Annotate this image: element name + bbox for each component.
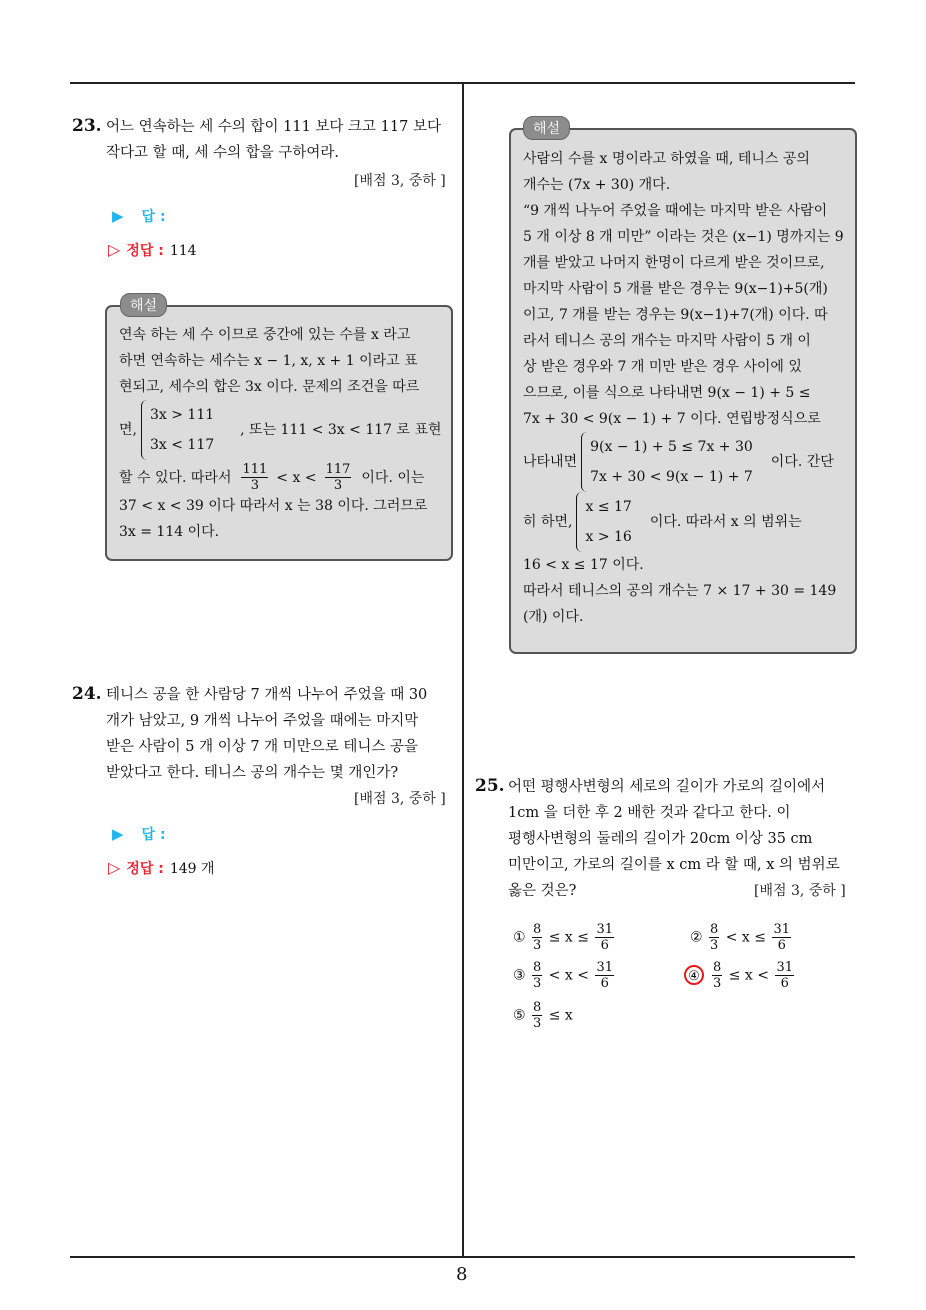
solution-24-tag: 해설 xyxy=(523,116,570,140)
question-23-correct: ▷ 정답 : 114 xyxy=(108,240,197,259)
bottom-rule xyxy=(70,1256,855,1258)
solution-24-box: 사람의 수를 x 명이라고 하였을 때, 테니스 공의 개수는 (7x + 30) 개다. “9 개씩 나누어 주었을 때에는 마지막 받은 사람이 5 개 이상 8 개 미만” 이라는 것은 (x−1) 명까지는 9 개를 받았고 나머지 한명이 다르게 받은 것이므로, 마지막 사람이 5 개를 받은 경우는 9(x−1)+5(개) 이고, 7 개를 받는 경우는 9(x−1)+7(개) 이다. 따 라서 테니스 공의 개수는 마지막 사람이 5 개 이 상 받은 경우와 7 개 미만 받은 경우 사이에 있 으므로, 이를 식으로 나타내면 9(x − 1) + 5 ≤ 7x + 30 < 9(x − 1) + 7 이다. 연립방정식으로 나타내면 9(x − 1) + 5 ≤ 7x + 30 7x + 30 < 9(x − 1) + 7 이다. 간단 히 하면, x ≤ 17 x > 16 이다. 따라서 x 의 범위는 16 < x ≤ 17 이다. 따라서 테니스의 공의 개수는 7 × 17 + 30 = 149 (개) 이다. xyxy=(509,128,857,654)
play-icon: ▶ xyxy=(112,825,124,843)
choice-3[interactable]: ③ $\frac{8}{3}$ < x < $\frac{31}{6}$ xyxy=(513,960,614,991)
question-24-text: 테니스 공을 한 사람당 7 개씩 나누어 주었을 때 30 개가 남았고, 9 개씩 나누어 주었을 때에는 마지막 받은 사람이 5 개 이상 7 개 미만으로 테니스 공을 받았다고 한다. 테니스 공의 개수는 몇 개인가? xyxy=(106,687,428,781)
play-outline-icon: ▷ xyxy=(108,240,121,259)
question-25-number: 25. xyxy=(475,776,505,796)
choice-2[interactable]: ② $\frac{8}{3}$ < x ≤ $\frac{31}{6}$ xyxy=(690,922,791,953)
question-23-meta: [배점 3, 중하 ] xyxy=(354,173,446,189)
solution-23-tag: 해설 xyxy=(120,293,167,317)
question-24-answer: ▶ 답 : xyxy=(112,825,166,843)
question-24-number: 24. xyxy=(72,684,102,704)
question-24-correct: ▷ 정답 : 149 개 xyxy=(108,858,215,877)
question-25-text: 어떤 평행사변형의 세로의 길이가 가로의 길이에서 1cm 을 더한 후 2 배한 것과 같다고 한다. 이 평행사변형의 둘레의 길이가 20cm 이상 35 cm 미만이고, 가로의 길이를 x cm 라 할 때, x 의 범위로 옳은 것은? xyxy=(508,779,840,899)
solution-23-box: 연속 하는 세 수 이므로 중간에 있는 수를 x 라고 하면 연속하는 세수는 x − 1, x, x + 1 이라고 표 현되고, 세수의 합은 3x 이다. 문제의 조건을 따르 면, 3x > 111 3x < 117 , 또는 111 < 3x < 117 로 표현 할 수 있다. 따라서 $\frac{111}{3}$ < x < $\frac{117}{3}$ 이다. 이는 37 < x < 39 이다 따라서 x 는 38 이다. 그러므로 3x = 114 이다. xyxy=(105,305,453,561)
column-divider xyxy=(462,82,464,1257)
question-25-meta: [배점 3, 중하 ] xyxy=(754,883,846,899)
question-23-number: 23. xyxy=(72,116,102,136)
choice-5[interactable]: ⑤ $\frac{8}{3}$ ≤ x xyxy=(513,1000,573,1031)
play-icon: ▶ xyxy=(112,207,124,225)
question-23-answer: ▶ 답 : xyxy=(112,207,166,225)
question-24-meta: [배점 3, 중하 ] xyxy=(354,791,446,807)
choice-4-selected[interactable]: ④ $\frac{8}{3}$ ≤ x < $\frac{31}{6}$ xyxy=(684,960,796,991)
choice-1[interactable]: ① $\frac{8}{3}$ ≤ x ≤ $\frac{31}{6}$ xyxy=(513,922,614,953)
play-outline-icon: ▷ xyxy=(108,858,121,877)
page-number: 8 xyxy=(456,1264,468,1285)
question-23-text: 어느 연속하는 세 수의 합이 111 보다 크고 117 보다 작다고 할 때, 세 수의 합을 구하여라. xyxy=(106,119,441,161)
selected-circle-mark: ④ xyxy=(684,965,704,985)
